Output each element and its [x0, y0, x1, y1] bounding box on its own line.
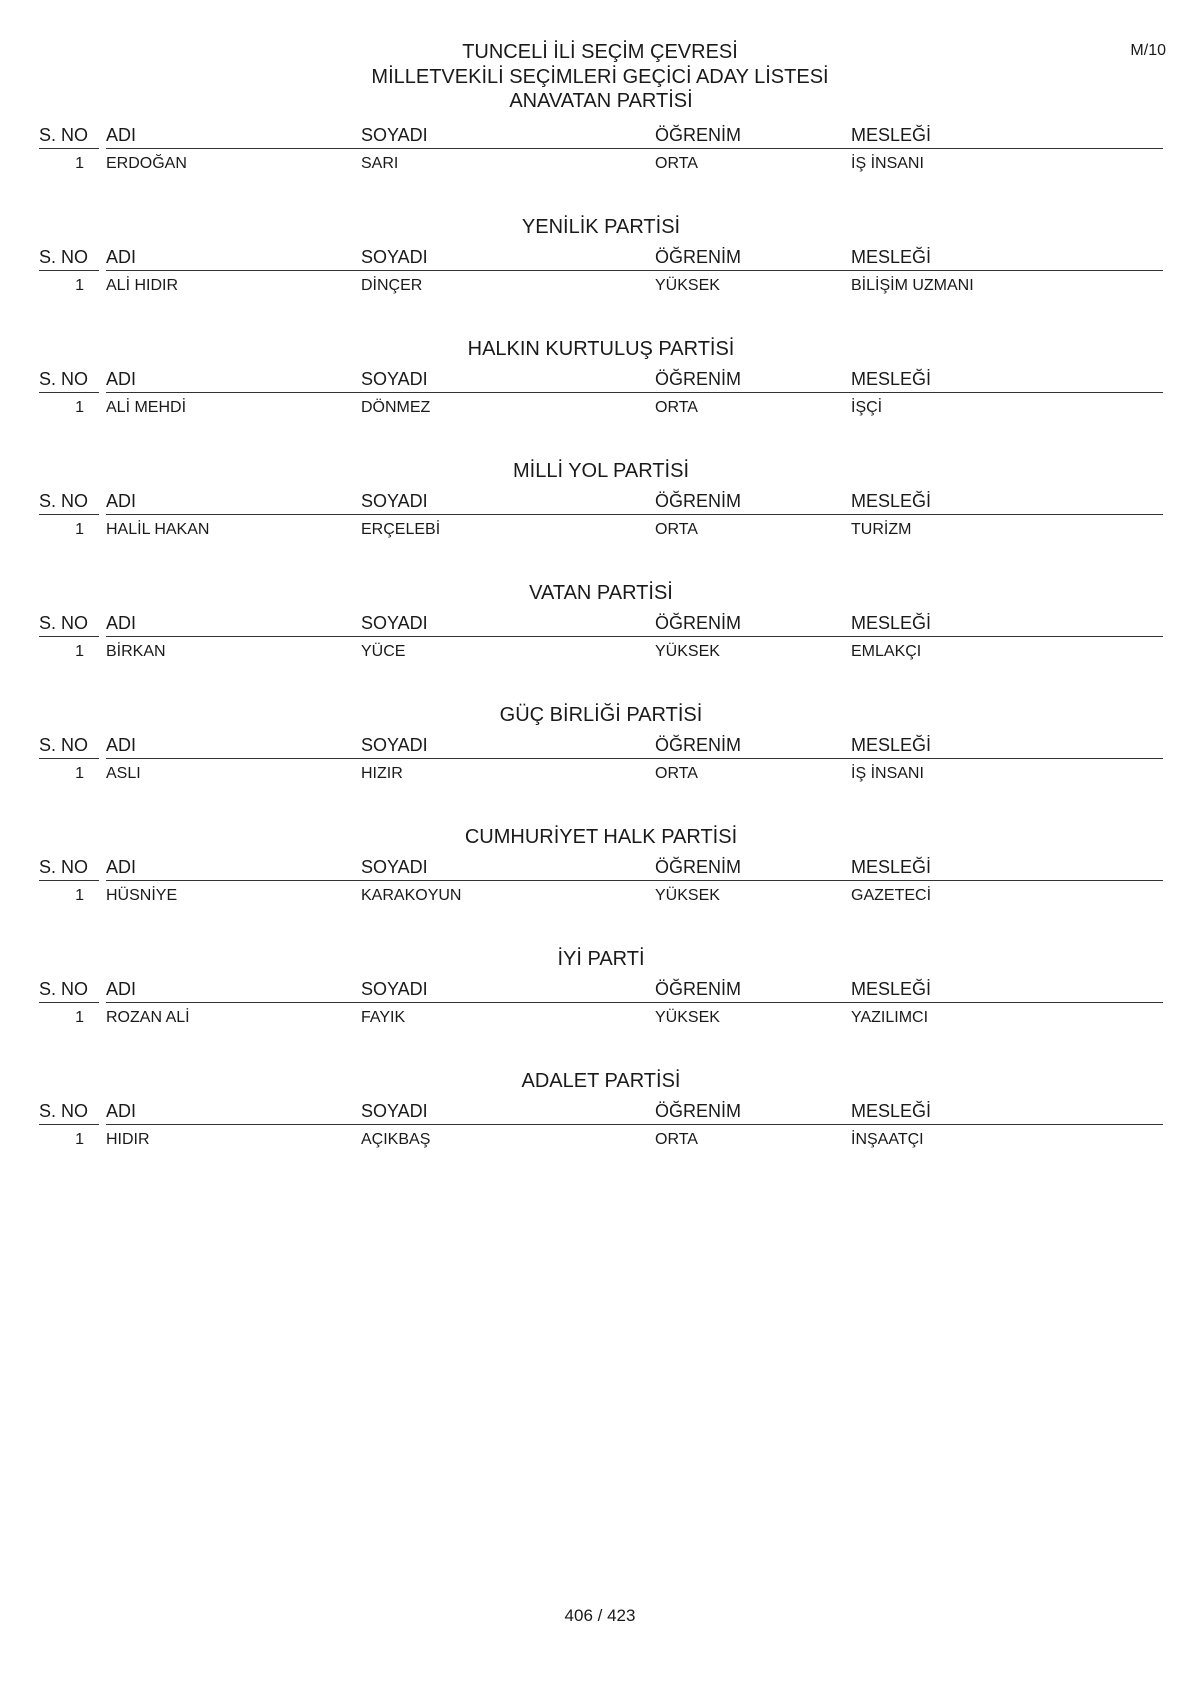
cell-ogrenim: ORTA — [655, 155, 698, 172]
cell-sno: 1 — [75, 1131, 84, 1148]
cell-soyadi: DİNÇER — [361, 277, 423, 294]
column-header-sno: S. NO — [39, 977, 99, 1003]
cell-adi: BİRKAN — [106, 643, 166, 660]
cell-soyadi: FAYIK — [361, 1009, 406, 1026]
column-header-soyadi: SOYADI — [361, 855, 655, 881]
column-header-adi: ADI — [106, 1099, 393, 1125]
cell-soyadi: AÇIKBAŞ — [361, 1131, 431, 1148]
cell-soyadi: YÜCE — [361, 643, 406, 660]
cell-soyadi: KARAKOYUN — [361, 887, 462, 904]
cell-sno: 1 — [75, 643, 84, 660]
column-header-meslegi: MESLEĞİ — [851, 123, 1163, 149]
column-header-ogrenim: ÖĞRENİM — [655, 977, 851, 1003]
party-title: HALKIN KURTULUŞ PARTİSİ — [467, 338, 735, 360]
column-header-soyadi: SOYADI — [361, 245, 655, 271]
cell-meslegi: İŞÇİ — [851, 399, 883, 416]
cell-soyadi: ERÇELEBİ — [361, 521, 441, 538]
cell-adi: HIDIR — [106, 1131, 150, 1148]
column-header-adi: ADI — [106, 611, 393, 637]
column-header-soyadi: SOYADI — [361, 489, 655, 515]
cell-ogrenim: YÜKSEK — [655, 1009, 720, 1026]
column-header-ogrenim: ÖĞRENİM — [655, 855, 851, 881]
party-title: İYİ PARTİ — [557, 948, 645, 970]
column-header-sno: S. NO — [39, 245, 99, 271]
party-title: ANAVATAN PARTİSİ — [509, 90, 693, 112]
cell-meslegi: TURİZM — [851, 521, 912, 538]
column-header-soyadi: SOYADI — [361, 733, 655, 759]
cell-meslegi: BİLİŞİM UZMANI — [851, 277, 974, 294]
column-header-soyadi: SOYADI — [361, 367, 655, 393]
cell-soyadi: SARI — [361, 155, 399, 172]
cell-meslegi: YAZILIMCI — [851, 1009, 929, 1026]
column-header-sno: S. NO — [39, 733, 99, 759]
cell-meslegi: İŞ İNSANI — [851, 765, 924, 782]
column-header-ogrenim: ÖĞRENİM — [655, 733, 851, 759]
column-header-soyadi: SOYADI — [361, 977, 655, 1003]
column-header-soyadi: SOYADI — [361, 123, 655, 149]
column-header-meslegi: MESLEĞİ — [851, 367, 1163, 393]
cell-sno: 1 — [75, 277, 84, 294]
document-code: M/10 — [1130, 42, 1166, 59]
party-title: CUMHURİYET HALK PARTİSİ — [464, 826, 738, 848]
column-header-meslegi: MESLEĞİ — [851, 489, 1163, 515]
cell-sno: 1 — [75, 887, 84, 904]
document-header — [0, 40, 1200, 90]
column-header-meslegi: MESLEĞİ — [851, 1099, 1163, 1125]
column-header-ogrenim: ÖĞRENİM — [655, 489, 851, 515]
cell-sno: 1 — [75, 1009, 84, 1026]
cell-sno: 1 — [75, 399, 84, 416]
column-header-ogrenim: ÖĞRENİM — [655, 123, 851, 149]
column-header-adi: ADI — [106, 489, 393, 515]
cell-meslegi: GAZETECİ — [851, 887, 932, 904]
cell-adi: HÜSNİYE — [106, 887, 178, 904]
column-header-meslegi: MESLEĞİ — [851, 611, 1163, 637]
column-header-sno: S. NO — [39, 611, 99, 637]
column-header-ogrenim: ÖĞRENİM — [655, 367, 851, 393]
header-title-line-1: TUNCELİ İLİ SEÇİM ÇEVRESİ — [462, 41, 738, 63]
column-header-adi: ADI — [106, 123, 393, 149]
column-header-meslegi: MESLEĞİ — [851, 855, 1163, 881]
party-title: VATAN PARTİSİ — [529, 582, 673, 604]
cell-sno: 1 — [75, 765, 84, 782]
cell-adi: ERDOĞAN — [106, 155, 187, 172]
party-title: ADALET PARTİSİ — [521, 1070, 681, 1092]
cell-ogrenim: YÜKSEK — [655, 277, 720, 294]
cell-ogrenim: YÜKSEK — [655, 643, 720, 660]
page-number: 406 / 423 — [564, 1606, 636, 1625]
column-header-meslegi: MESLEĞİ — [851, 733, 1163, 759]
cell-adi: HALİL HAKAN — [106, 521, 210, 538]
column-header-sno: S. NO — [39, 367, 99, 393]
cell-sno: 1 — [75, 521, 84, 538]
cell-ogrenim: ORTA — [655, 1131, 698, 1148]
cell-ogrenim: ORTA — [655, 521, 698, 538]
cell-ogrenim: ORTA — [655, 399, 698, 416]
column-header-adi: ADI — [106, 367, 393, 393]
column-header-adi: ADI — [106, 245, 393, 271]
cell-meslegi: İŞ İNSANI — [851, 155, 924, 172]
column-header-ogrenim: ÖĞRENİM — [655, 245, 851, 271]
column-header-sno: S. NO — [39, 489, 99, 515]
cell-meslegi: EMLAKÇI — [851, 643, 922, 660]
cell-ogrenim: YÜKSEK — [655, 887, 720, 904]
cell-adi: ROZAN ALİ — [106, 1009, 190, 1026]
column-header-adi: ADI — [106, 855, 393, 881]
column-header-meslegi: MESLEĞİ — [851, 245, 1163, 271]
column-header-sno: S. NO — [39, 1099, 99, 1125]
column-header-adi: ADI — [106, 733, 393, 759]
column-header-ogrenim: ÖĞRENİM — [655, 611, 851, 637]
column-header-sno: S. NO — [39, 855, 99, 881]
cell-soyadi: DÖNMEZ — [361, 399, 431, 416]
column-header-ogrenim: ÖĞRENİM — [655, 1099, 851, 1125]
cell-sno: 1 — [75, 155, 84, 172]
cell-meslegi: İNŞAATÇI — [851, 1131, 924, 1148]
column-header-adi: ADI — [106, 977, 393, 1003]
cell-adi: ALİ MEHDİ — [106, 399, 187, 416]
cell-adi: ASLI — [106, 765, 141, 782]
column-header-soyadi: SOYADI — [361, 611, 655, 637]
column-header-sno: S. NO — [39, 123, 99, 149]
party-title: MİLLİ YOL PARTİSİ — [513, 460, 689, 482]
header-title-line-2: MİLLETVEKİLİ SEÇİMLERİ GEÇİCİ ADAY LİSTESİ — [371, 66, 829, 88]
column-header-meslegi: MESLEĞİ — [851, 977, 1163, 1003]
party-title: YENİLİK PARTİSİ — [521, 216, 681, 238]
column-header-soyadi: SOYADI — [361, 1099, 655, 1125]
cell-soyadi: HIZIR — [361, 765, 403, 782]
party-title: GÜÇ BİRLİĞİ PARTİSİ — [499, 704, 703, 726]
cell-ogrenim: ORTA — [655, 765, 698, 782]
cell-adi: ALİ HIDIR — [106, 277, 179, 294]
